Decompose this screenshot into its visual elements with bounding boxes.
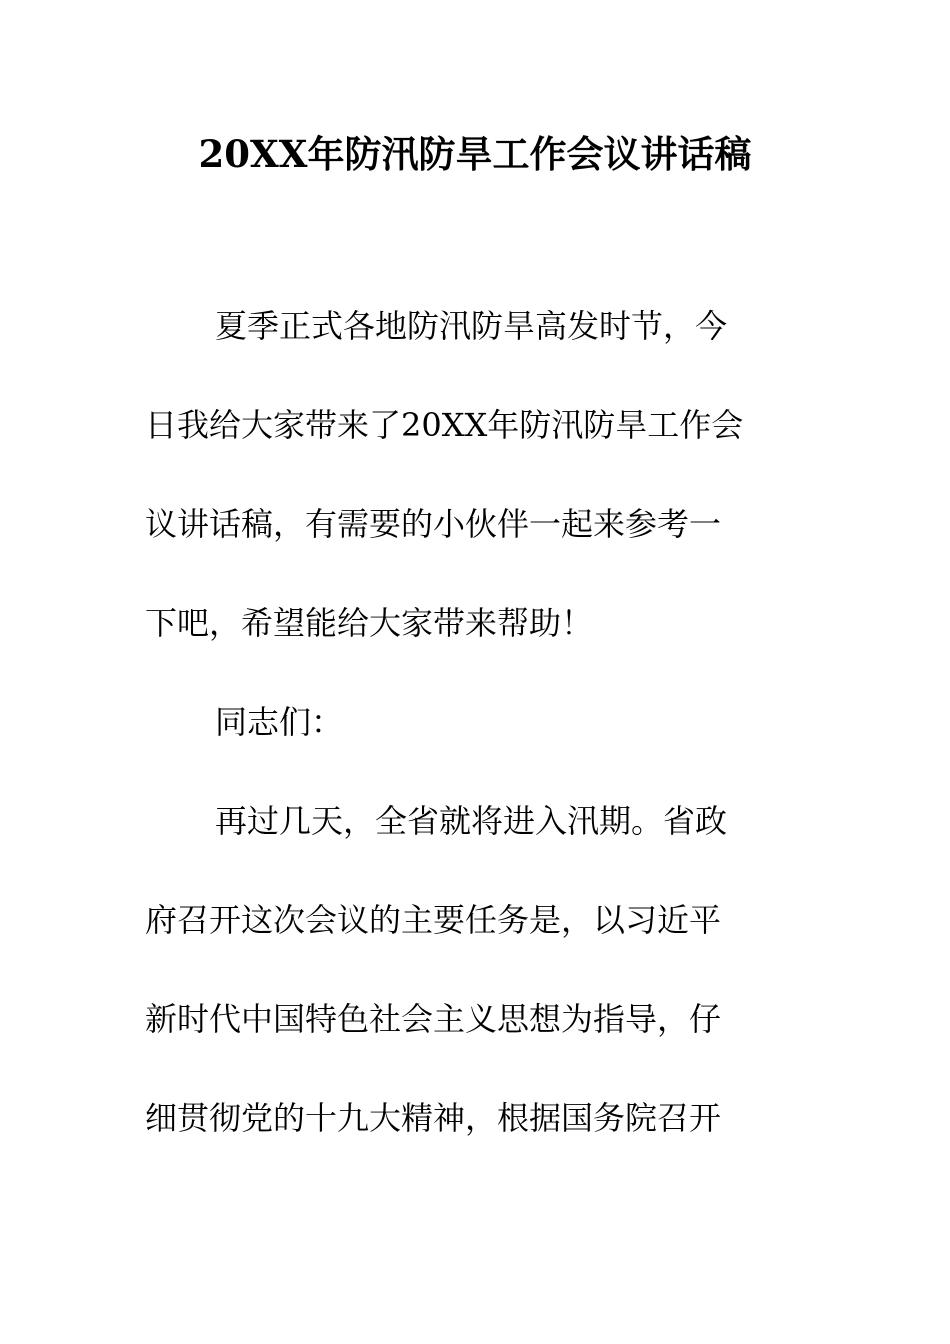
paragraph-line: 府召开这次会议的主要任务是，以习近平 xyxy=(145,901,722,939)
document-title: 20XX年防汛防旱工作会议讲话稿 xyxy=(198,132,752,176)
paragraph-line: 新时代中国特色社会主义思想为指导，仔 xyxy=(145,1000,722,1038)
salutation-line: 同志们： xyxy=(215,703,344,741)
paragraph-line: 下吧，希望能给大家带来帮助！ xyxy=(145,604,594,642)
paragraph-line: 再过几天，全省就将进入汛期。省政 xyxy=(215,802,728,840)
paragraph-line: 夏季正式各地防汛防旱高发时节，今 xyxy=(215,307,728,345)
paragraph-line: 议讲话稿，有需要的小伙伴一起来参考一 xyxy=(145,505,722,543)
paragraph-line: 细贯彻党的十九大精神，根据国务院召开 xyxy=(145,1099,722,1137)
paragraph-line: 日我给大家带来了20XX年防汛防旱工作会 xyxy=(145,406,744,444)
